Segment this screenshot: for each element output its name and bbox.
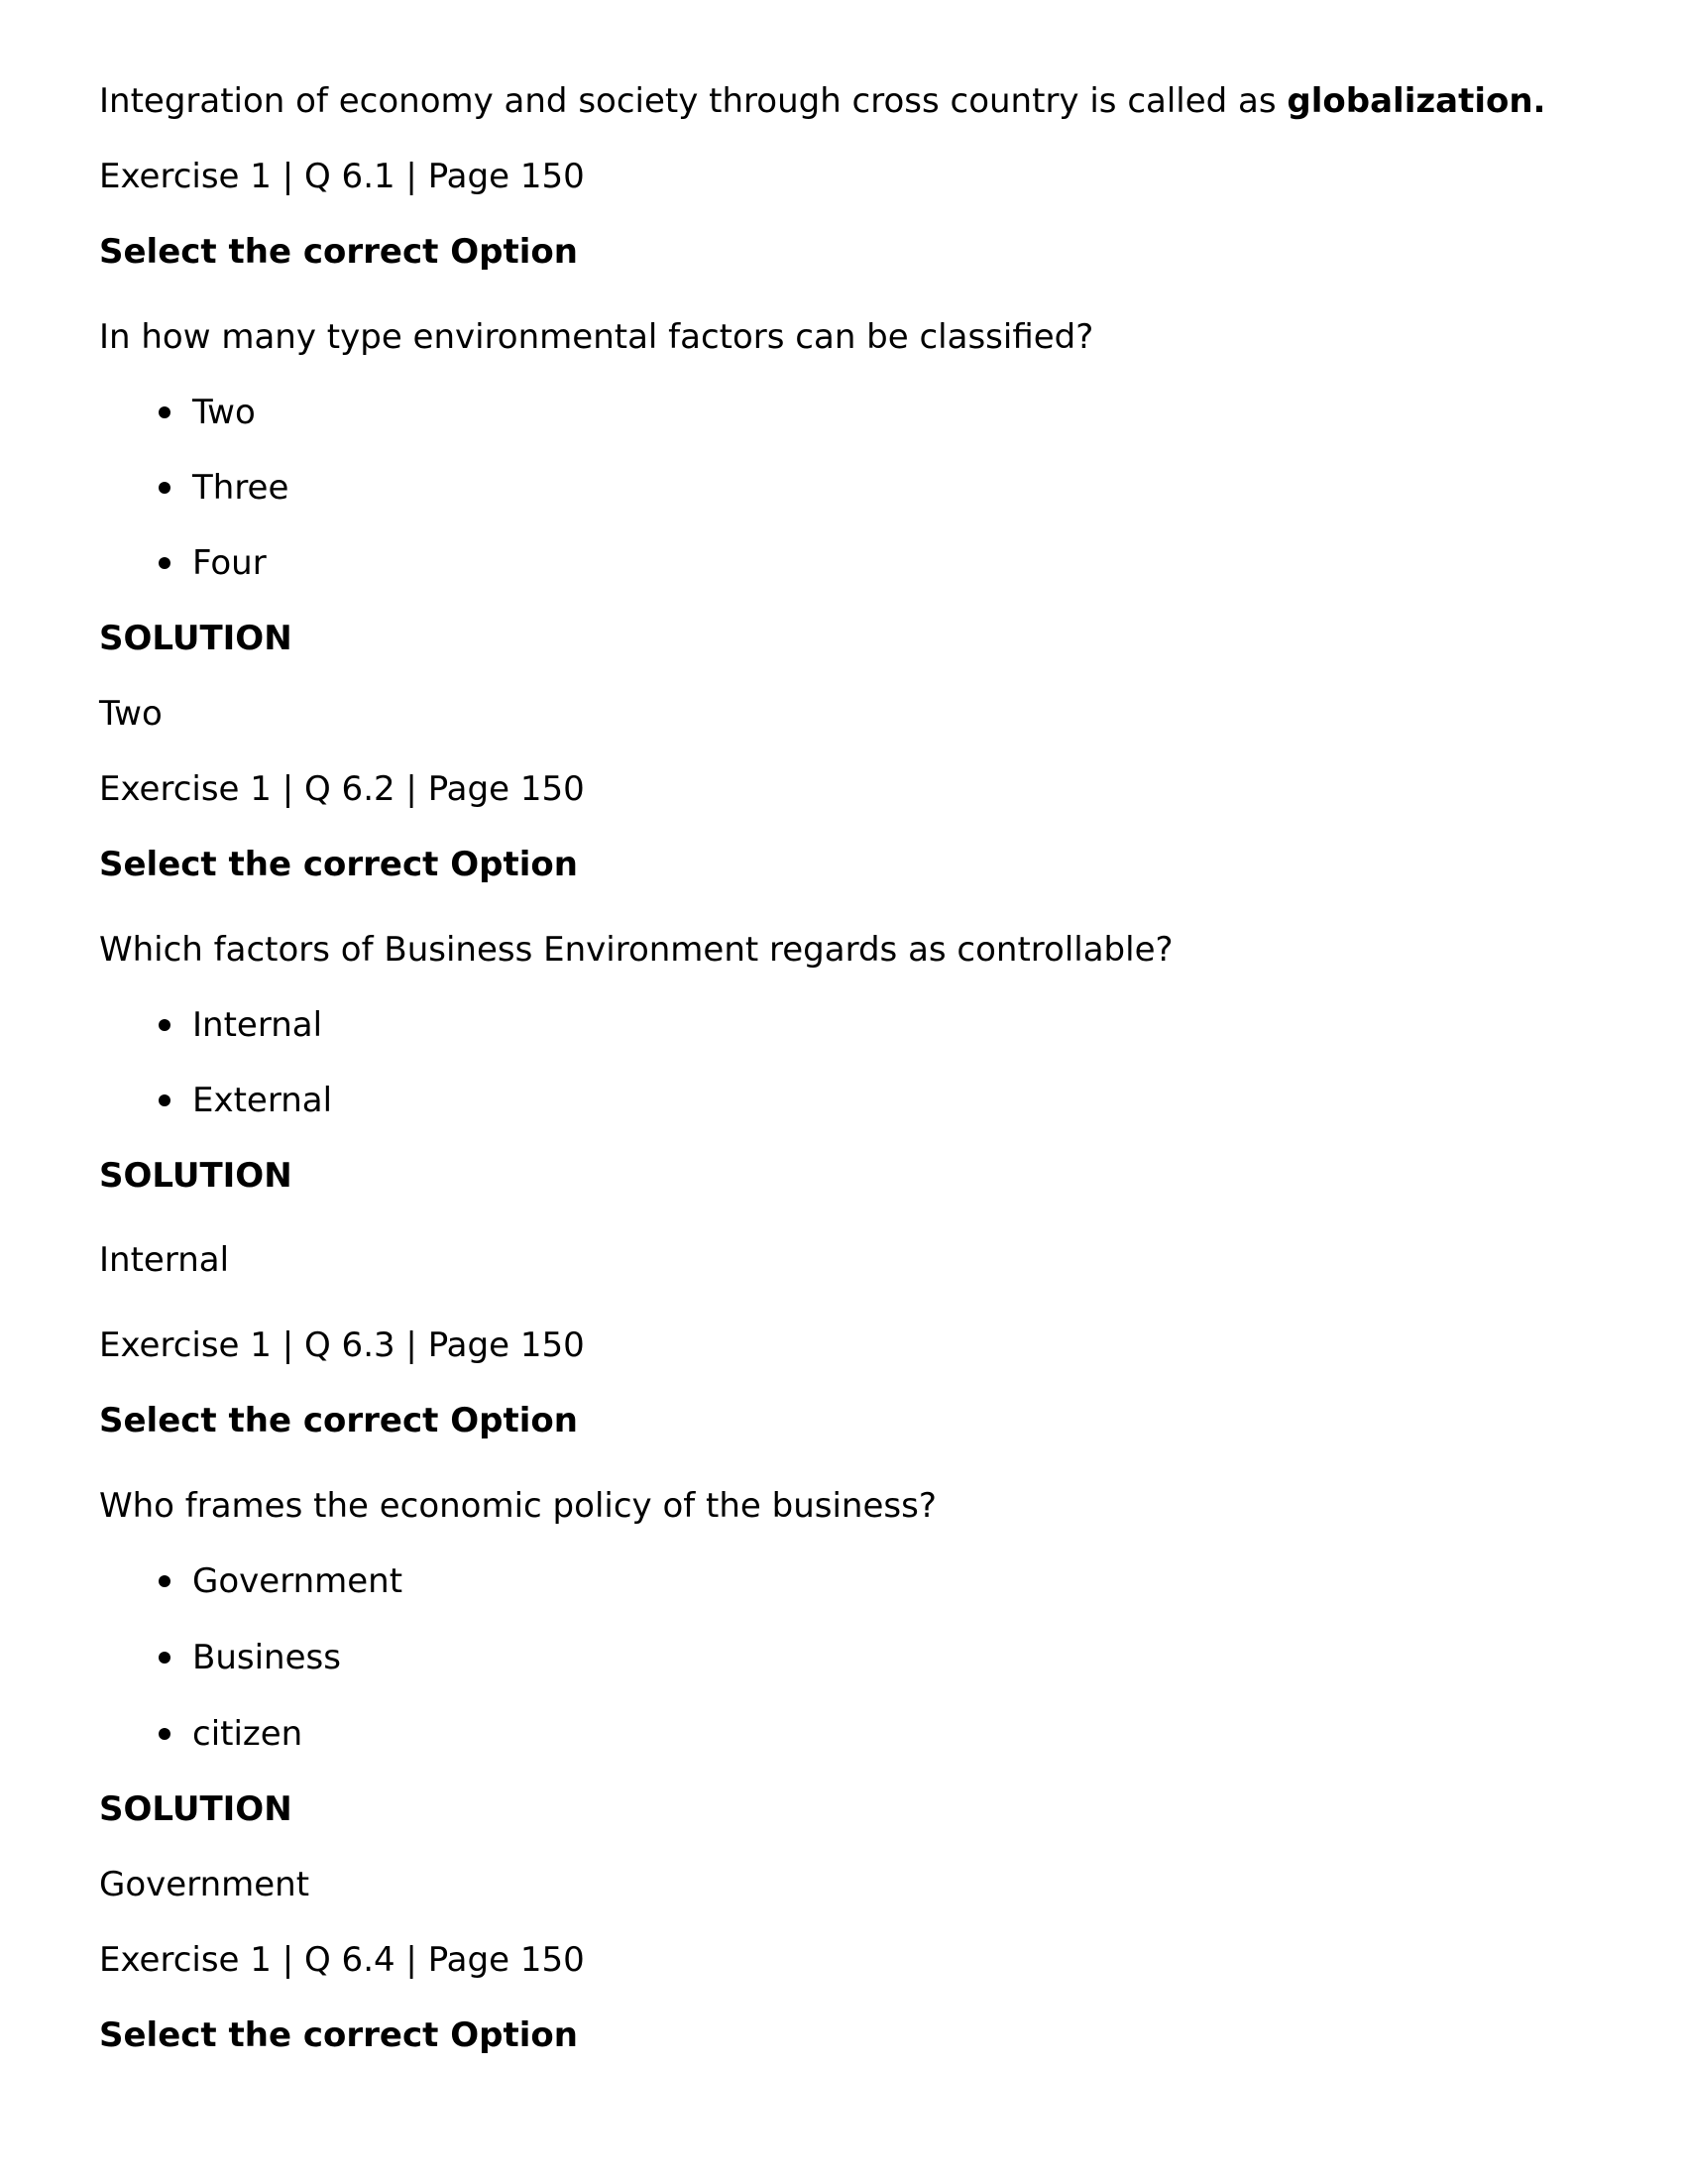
question-reference: Exercise 1 | Q 6.2 | Page 150 [99,769,585,809]
solution-label: SOLUTION [99,619,292,658]
bullet-icon [159,1575,170,1587]
option-item: Business [192,1638,341,1677]
option-item: Internal [192,1005,323,1045]
bullet-icon [159,482,170,494]
intro-paragraph [99,81,1545,121]
question-prompt: Which factors of Business Environment regards as controllable? [99,930,1174,970]
solution-answer: Government [99,1865,310,1904]
question-instruction: Select the correct Option [99,232,578,272]
solution-answer: Two [99,694,163,734]
intro-bold-term: globalization. [1287,81,1546,121]
bullet-icon [159,406,170,418]
option-item: Government [192,1561,403,1601]
option-item: citizen [192,1714,303,1754]
intro-text: Integration of economy and society through cross country is called as [99,81,1288,121]
question-reference: Exercise 1 | Q 6.4 | Page 150 [99,1940,585,1980]
option-item: Four [192,543,267,583]
solution-label: SOLUTION [99,1156,292,1196]
bullet-icon [159,557,170,569]
bullet-icon [159,1728,170,1740]
question-prompt: Who frames the economic policy of the business? [99,1486,937,1526]
option-item: Two [192,393,256,432]
question-instruction: Select the correct Option [99,1401,578,1440]
option-item: Three [192,468,289,508]
question-instruction: Select the correct Option [99,2015,578,2055]
question-prompt: In how many type environmental factors can be classified? [99,317,1094,357]
bullet-icon [159,1019,170,1031]
question-instruction: Select the correct Option [99,845,578,884]
option-item: External [192,1081,333,1120]
bullet-icon [159,1652,170,1664]
bullet-icon [159,1094,170,1106]
question-reference: Exercise 1 | Q 6.3 | Page 150 [99,1325,585,1365]
solution-label: SOLUTION [99,1789,292,1829]
question-reference: Exercise 1 | Q 6.1 | Page 150 [99,157,585,196]
solution-answer: Internal [99,1240,230,1280]
